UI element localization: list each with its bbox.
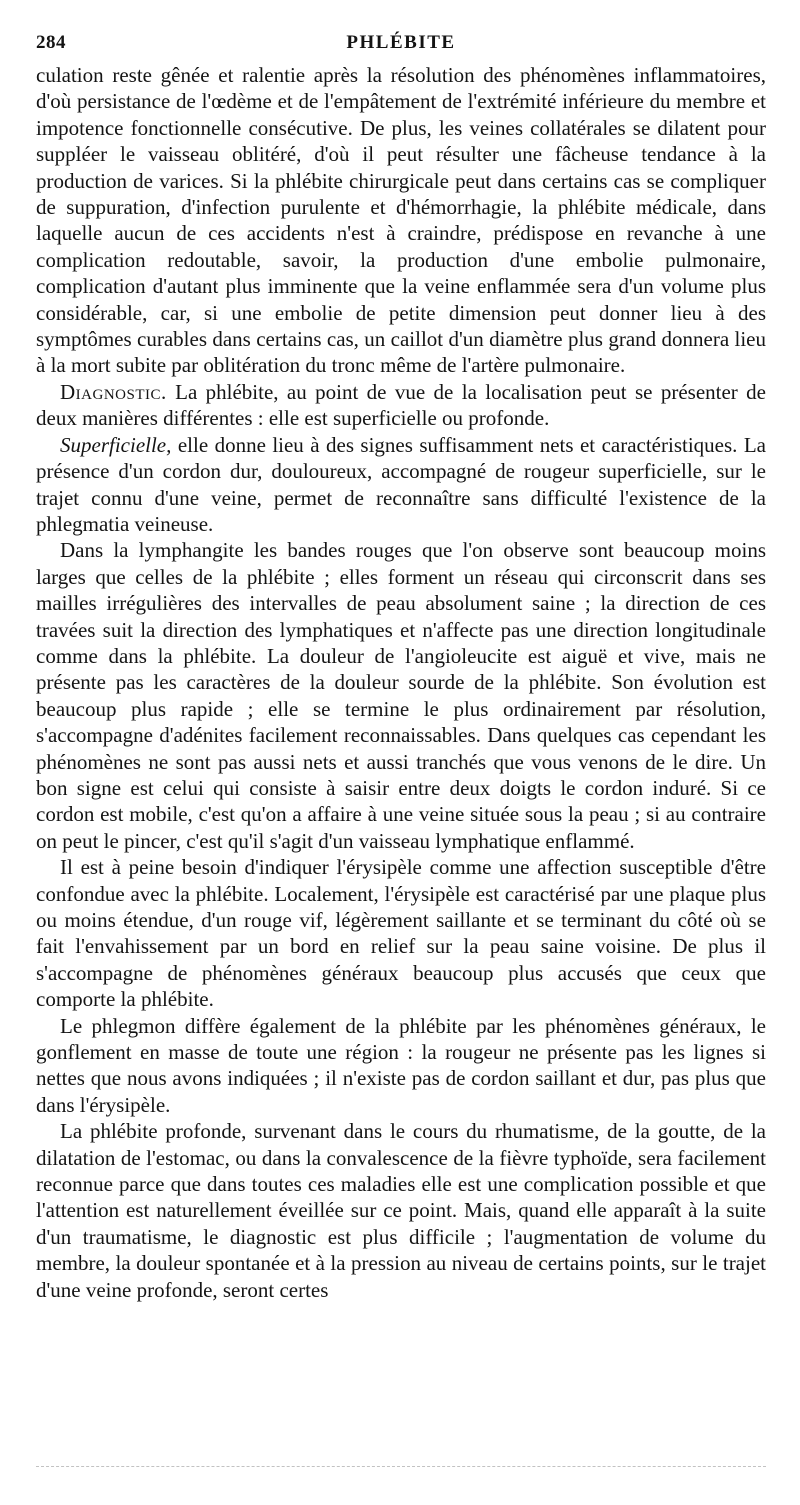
body-text <box>36 62 766 1303</box>
superficielle-text: elle donne lieu à des signes suffisamment nets et caractéristiques. La présence d'un cordon dur, douloureux, accompagné de rougeur superficielle, sur le trajet connu d'une veine, permet de reconnaître sans difficulté l'existence de la phlegmatia veineuse. <box>36 432 766 536</box>
book-page <box>36 28 766 1303</box>
paragraph-diagnostic <box>36 379 766 432</box>
page-number: 284 <box>36 32 66 53</box>
paragraph-phlegmon: Le phlegmon diffère également de la phlébite par les phénomènes généraux, le gonflement en masse de toute une région : la rougeur ne présente pas les lignes si nettes que nous avons indiquées ; il n'existe pas de cordon saillant et dur, pas plus que dans l'érysipèle. <box>36 1013 766 1117</box>
scan-noise-line <box>36 1466 766 1468</box>
paragraph-erysipele: Il est à peine besoin d'indiquer l'érysipèle comme une affection susceptible d'être confondue avec la phlébite. Localement, l'érysipèle est caractérisé par une plaque plus ou moins étendue, d'un rouge vif, légèrement saillante et se terminant du côté où se fait l'envahissement par un bord en relief sur la peau saine voisine. De plus il s'accompagne de phénomènes généraux beaucoup plus accusés que ceux que comporte la phlébite. <box>36 855 766 1012</box>
paragraph-lymphangite: Dans la lymphangite les bandes rouges que l'on observe sont beaucoup moins larges que celles de la phlébite ; elles forment un réseau qui circonscrit dans ses mailles irrégulières des intervalles de peau absolument saine ; la direction de ces travées suit la direction des lymphatiques et n'affecte pas une direction longitudinale comme dans la phlébite. La douleur de l'angioleucite est aiguë et vive, mais ne présente pas les caractères de la douleur sourde de la phlébite. Son évolution est beaucoup plus rapide ; elle se termine le plus ordinairement par résolution, s'accompagne d'adénites facilement reconnaissables. Dans quelques cas cependant les phénomènes ne sont pas aussi nets et aussi tranchés que vous venons de le dire. Un bon signe est celui qui consiste à saisir entre deux doigts le cordon induré. Si ce cordon est mobile, c'est qu'on a affaire à une veine située sous la peau ; si au contraire on peut le pincer, c'est qu'il s'agit d'un vaisseau lymphatique enflammé. <box>36 538 766 853</box>
paragraph-1: culation reste gênée et ralentie après la résolution des phénomènes inflammatoires, d'où persistance de l'œdème et de l'empâtement de l'extrémité inférieure du membre et impotence fonctionnelle consécutive. De plus, les veines collatérales se dilatent pour suppléer le vaisseau oblitéré, d'où il peut résulter une fâcheuse tendance à la production de varices. Si la phlébite chirurgicale peut dans certains cas se compliquer de suppuration, d'infection purulente et d'hémorrhagie, la phlébite médicale, dans laquelle aucun de ces accidents n'est à craindre, prédispose en revanche à une complication redoutable, savoir, la production d'une embolie pulmonaire, complication d'autant plus imminente que la veine enflammée sera d'un volume plus considérable, car, si une embolie de petite dimension peut donner lieu à des symptômes curables dans certains cas, un caillot d'un diamètre plus grand donnera lieu à la mort subite par oblitération du tronc même de l'artère pulmonaire. <box>36 63 766 378</box>
running-head <box>36 28 766 62</box>
superficielle-heading: Superficielle, <box>60 432 172 457</box>
paragraph-superficielle <box>36 432 766 538</box>
paragraph-phlebite-profonde: La phlébite profonde, survenant dans le cours du rhumatisme, de la goutte, de la dilatation de l'estomac, ou dans la convalescence de la fièvre typhoïde, sera facilement reconnue parce que dans toutes ces maladies elle est une complication possible et que l'attention est naturellement éveillée sur ce point. Mais, quand elle apparaît à la suite d'un traumatisme, le diagnostic est plus difficile ; l'augmentation de volume du membre, la douleur spontanée et à la pression au niveau de certains points, sur le trajet d'une veine profonde, seront certes <box>36 1119 766 1302</box>
diagnostic-text: La phlébite, au point de vue de la localisation peut se présenter de deux manières différentes : elle est superficielle ou profonde. <box>36 379 766 431</box>
diagnostic-heading: Diagnostic. <box>60 379 167 404</box>
running-title: PHLÉBITE <box>346 32 456 53</box>
